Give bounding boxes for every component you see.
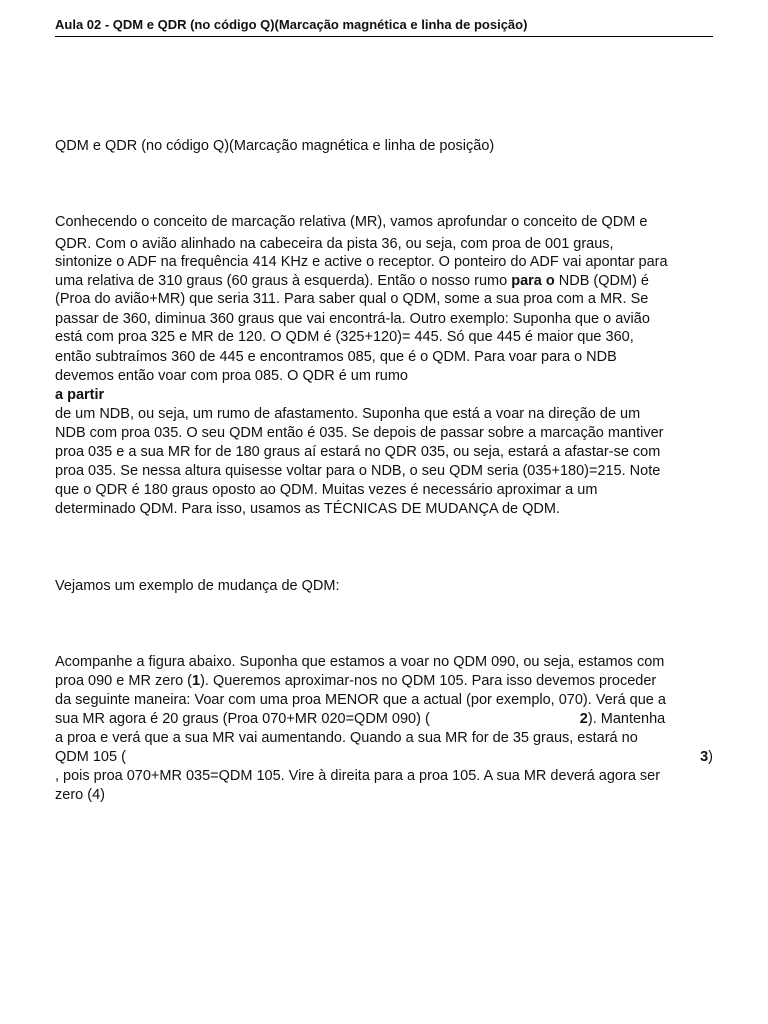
text-run <box>700 748 713 766</box>
paragraph1-line: de um NDB, ou seja, um rumo de afastamento. Suponha que está a voar na direção de um <box>55 406 641 422</box>
paragraph1-line <box>55 272 649 290</box>
text-run: ). Mantenha <box>587 711 666 727</box>
text-run: sua MR agora é 20 graus (Proa 070+MR 020=QDM 090) ( <box>55 711 430 727</box>
paragraph1-line: QDR. Com o avião alinhado na cabeceira da pista 36, ou seja, com proa de 001 graus, <box>55 236 614 252</box>
paragraph1-line: determinado QDM. Para isso, usamos as TÉCNICAS DE MUDANÇA de QDM. <box>55 501 560 517</box>
section-title: QDM e QDR (no código Q)(Marcação magnética e linha de posição) <box>55 138 495 154</box>
bold-text: a partir <box>55 387 105 403</box>
bold-text: 1 <box>192 673 201 689</box>
bold-text: 2 <box>579 711 588 727</box>
text-run: NDB (QDM) é <box>554 273 649 289</box>
paragraph3-line: a proa e verá que a sua MR vai aumentando. Quando a sua MR for de 35 graus, estará no <box>55 730 638 746</box>
paragraph3-line: Acompanhe a figura abaixo. Suponha que estamos a voar no QDM 090, ou seja, estamos com <box>55 654 665 670</box>
paragraph3-line <box>55 748 713 766</box>
text-run: proa 090 e MR zero ( <box>55 673 193 689</box>
paragraph2: Vejamos um exemplo de mudança de QDM: <box>55 578 340 594</box>
paragraph3-line: da seguinte maneira: Voar com uma proa MENOR que a actual (por exemplo, 070). Verá que a <box>55 692 666 708</box>
text-run: QDM 105 ( <box>55 749 126 765</box>
paragraph3-line <box>55 672 656 690</box>
paragraph1-line: NDB com proa 035. O seu QDM então é 035. Se depois de passar sobre a marcação mantiver <box>55 425 664 441</box>
text-run: ). Queremos aproximar-nos no QDM 105. Para isso devemos proceder <box>200 673 657 689</box>
paragraph1-line: proa 035 e a sua MR for de 180 graus aí estará no QDR 035, ou seja, estará a afastar-se com <box>55 444 661 460</box>
text-run: ) <box>708 749 713 765</box>
paragraph1-line: está com proa 325 e MR de 120. O QDM é (325+120)= 445. Só que 445 é maior que 360, <box>55 329 634 345</box>
paragraph1-line: devemos então voar com proa 085. O QDR é um rumo <box>55 368 408 384</box>
bold-text: 3 <box>700 749 709 765</box>
paragraph1-line: sintonize o ADF na frequência 414 KHz e active o receptor. O ponteiro do ADF vai apontar para <box>55 254 668 270</box>
bold-text: para o <box>511 273 555 289</box>
paragraph3-line: , pois proa 070+MR 035=QDM 105. Vire à direita para a proa 105. A sua MR deverá agora ser <box>55 768 661 784</box>
paragraph1-line: (Proa do avião+MR) que seria 311. Para saber qual o QDM, some a sua proa com a MR. Se <box>55 291 649 307</box>
paragraph1-line: Conhecendo o conceito de marcação relativa (MR), vamos aprofundar o conceito de QDM e <box>55 214 648 230</box>
page-header: Aula 02 - QDM e QDR (no código Q)(Marcação magnética e linha de posição) <box>55 17 713 37</box>
text-run: uma relativa de 310 graus (60 graus à esquerda). Então o nosso rumo <box>55 273 512 289</box>
paragraph1-line: que o QDR é 180 graus oposto ao QDM. Muitas vezes é necessário aproximar a um <box>55 482 598 498</box>
paragraph3-line <box>55 710 665 728</box>
paragraph1-line: então subtraímos 360 de 445 e encontramos 085, que é o QDM. Para voar para o NDB <box>55 349 617 365</box>
paragraph3-line: zero (4) <box>55 787 105 803</box>
paragraph1-line: proa 035. Se nessa altura quisesse voltar para o NDB, o seu QDM seria (035+180)=215. Note <box>55 463 661 479</box>
paragraph1-line: passar de 360, diminua 360 graus que vai encontrá-la. Outro exemplo: Suponha que o avião <box>55 311 650 327</box>
